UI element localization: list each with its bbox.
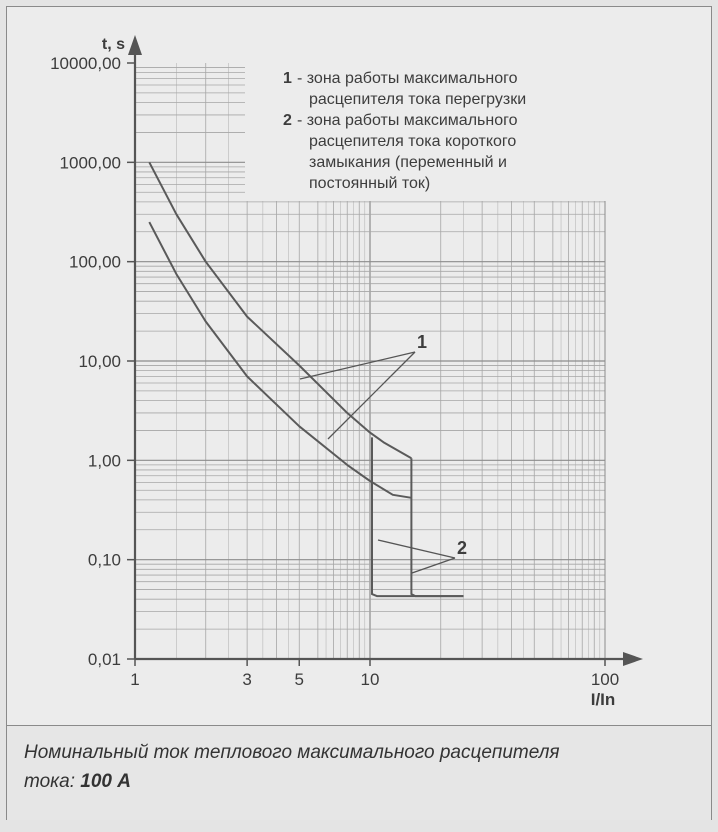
y-tick-label: 1000,00 bbox=[59, 153, 121, 173]
legend-text-line: расцепителя тока перегрузки bbox=[309, 91, 527, 108]
annotation-marker-2: 2 bbox=[457, 538, 468, 558]
y-axis-arrow bbox=[128, 35, 142, 55]
caption-line-1: Номинальный ток теплового максимального расцепителя bbox=[24, 742, 560, 763]
caption-line-2 bbox=[24, 767, 704, 796]
x-axis-label: I/In bbox=[590, 690, 616, 709]
y-tick-label: 0,01 bbox=[87, 650, 121, 669]
x-tick-label: 3 bbox=[242, 670, 252, 689]
y-tick-label: 10,00 bbox=[78, 352, 121, 371]
leader-line-1b bbox=[328, 352, 415, 439]
chart-frame bbox=[6, 6, 712, 726]
legend-text-line: постоянный ток) bbox=[309, 175, 431, 192]
x-tick-label: 100 bbox=[590, 670, 620, 689]
y-axis-label: t, s bbox=[101, 36, 125, 53]
y-tick-label: 0,10 bbox=[87, 550, 121, 570]
series-zone-1-upper bbox=[149, 162, 411, 458]
series-layer bbox=[149, 162, 463, 596]
series-zone-2-lower bbox=[372, 437, 464, 596]
y-tick-label: 100,00 bbox=[69, 252, 121, 272]
legend-text-line: - зона работы максимального bbox=[297, 70, 518, 87]
leader-line-2a bbox=[378, 540, 455, 558]
legend-number: 2 bbox=[283, 112, 292, 129]
legend-number: 1 bbox=[283, 70, 292, 87]
x-tick-label: 5 bbox=[294, 670, 304, 689]
x-tick-label: 1 bbox=[130, 670, 140, 689]
legend-text-line: - зона работы максимального bbox=[297, 112, 518, 129]
y-tick-label: 10000,00 bbox=[50, 54, 121, 73]
legend-text-line: расцепителя тока короткого bbox=[309, 133, 517, 150]
caption-value: 100 А bbox=[80, 771, 131, 792]
y-tick-label: 1,00 bbox=[87, 451, 121, 471]
x-axis-arrow bbox=[623, 652, 643, 666]
chart-svg bbox=[7, 7, 711, 725]
annotation-marker-1: 1 bbox=[417, 332, 428, 352]
caption bbox=[24, 738, 704, 796]
legend-text-line: замыкания (переменный и bbox=[309, 154, 507, 171]
annotations bbox=[300, 332, 467, 573]
x-tick-label: 10 bbox=[360, 670, 380, 689]
caption-prefix: тока: bbox=[24, 771, 81, 792]
